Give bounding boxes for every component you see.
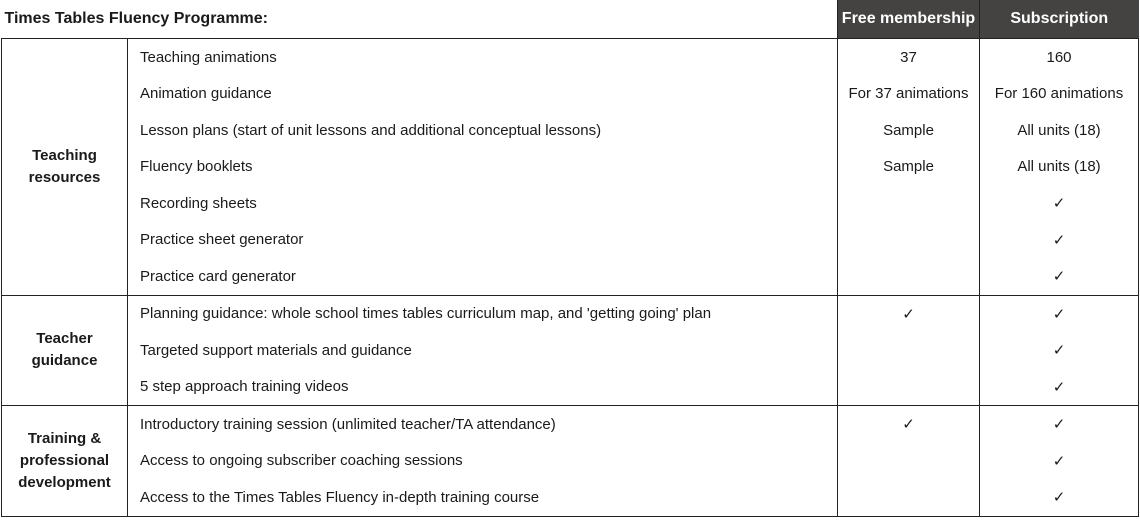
table-row (2, 185, 1139, 222)
free-check-icon: ✓ (838, 406, 980, 443)
subscription-value: All units (18) (980, 149, 1139, 186)
free-check-icon: ✓ (838, 295, 980, 332)
subscription-header: Subscription (980, 0, 1139, 39)
table-row (2, 369, 1139, 406)
table-row (2, 332, 1139, 369)
table-row (2, 258, 1139, 295)
free-value (838, 369, 980, 406)
subscription-value: 160 (980, 39, 1139, 76)
table-row (2, 295, 1139, 332)
free-value (838, 443, 980, 480)
table-row (2, 149, 1139, 186)
subscription-check-icon: ✓ (980, 479, 1139, 516)
header-row (2, 0, 1139, 39)
feature-label: 5 step approach training videos (128, 369, 838, 406)
comparison-table (1, 0, 1139, 517)
free-value: Sample (838, 149, 980, 186)
category-training-professional-development: Training & professional development (2, 406, 128, 517)
feature-label: Practice card generator (128, 258, 838, 295)
free-value: For 37 animations (838, 76, 980, 113)
category-teaching-resources: Teaching resources (2, 39, 128, 296)
feature-label: Fluency booklets (140, 158, 253, 176)
subscription-check-icon: ✓ (980, 332, 1139, 369)
feature-label: Access to the Times Tables Fluency in-depth training course (128, 479, 838, 516)
free-value: 37 (838, 39, 980, 76)
subscription-check-icon: ✓ (980, 369, 1139, 406)
subscription-check-icon: ✓ (980, 222, 1139, 259)
table-row (2, 76, 1139, 113)
table-row (2, 406, 1139, 443)
subscription-check-icon: ✓ (980, 443, 1139, 480)
feature-label: Teaching animations (140, 48, 277, 66)
free-value (838, 479, 980, 516)
free-membership-header: Free membership (838, 0, 980, 39)
subscription-check-icon: ✓ (980, 406, 1139, 443)
feature-label: Introductory training session (unlimited teacher/TA attendance) (140, 415, 556, 433)
table-row (2, 39, 1139, 76)
free-value (838, 185, 980, 222)
feature-label: Targeted support materials and guidance (140, 341, 412, 359)
category-teacher-guidance: Teacher guidance (2, 295, 128, 406)
free-value: Sample (838, 112, 980, 149)
table-row (2, 112, 1139, 149)
subscription-check-icon: ✓ (980, 295, 1139, 332)
subscription-value: All units (18) (980, 112, 1139, 149)
free-value (838, 222, 980, 259)
free-value (838, 332, 980, 369)
table-title: Times Tables Fluency Programme: (2, 0, 838, 39)
free-value (838, 258, 980, 295)
feature-label: Practice sheet generator (140, 231, 304, 249)
subscription-check-icon: ✓ (980, 258, 1139, 295)
table-row (2, 222, 1139, 259)
table-row (2, 479, 1139, 516)
feature-label: Access to ongoing subscriber coaching sessions (140, 452, 463, 470)
feature-label: Lesson plans (start of unit lessons and additional conceptual lessons) (140, 121, 602, 139)
subscription-value: For 160 animations (980, 76, 1139, 113)
feature-label: Animation guidance (140, 85, 272, 103)
feature-label: Recording sheets (140, 194, 257, 212)
table-row (2, 443, 1139, 480)
subscription-check-icon: ✓ (980, 185, 1139, 222)
feature-label: Planning guidance: whole school times tables curriculum map, and 'getting going' plan (140, 305, 712, 323)
